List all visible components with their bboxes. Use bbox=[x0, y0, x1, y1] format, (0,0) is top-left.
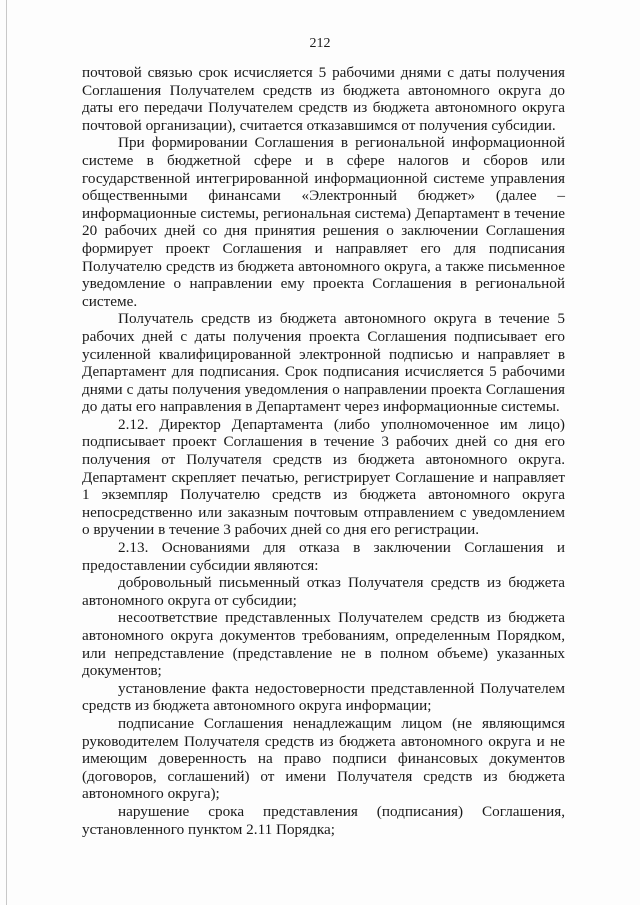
paragraph-2-12: 2.12. Директор Департамента (либо уполномоченное им лицо) подписывает проект Соглашения в течение 3 рабочих дней со дня его получения от Получателя средств из бюджета автономного округа. Департамент скрепляет печатью, регистрирует Соглашение и направляет 1 экземпляр Получателю средств из бюджета автономного округа непосредственно или заказным почтовым отправлением с уведомлением о вручении в течение 3 рабочих дней со дня его регистрации. bbox=[82, 415, 565, 539]
list-item-deadline-violation: нарушение срока представления (подписания) Соглашения, установленного пунктом 2.11 Порядка; bbox=[82, 802, 565, 838]
list-item-voluntary-refusal: добровольный письменный отказ Получателя средств из бюджета автономного округа от субсидии; bbox=[82, 574, 565, 609]
list-item-document-mismatch: несоответствие представленных Получателем средств из бюджета автономного округа документов требованиям, определенным Порядком, или непредставление (представление не в полном объеме) указанных документов; bbox=[82, 609, 565, 680]
list-item-false-information: установление факта недостоверности представленной Получателем средств из бюджета автономного округа информации; bbox=[82, 679, 565, 715]
list-item-improper-signatory: подписание Соглашения ненадлежащим лицом (не являющимся руководителем Получателя средств из бюджета автономного округа и не имеющим доверенность на право подписи финансовых документов (договоров, соглашений) от имени Получателя средств из бюджета автономного округа); bbox=[82, 714, 565, 803]
paragraph-recipient-signing: Получатель средств из бюджета автономного округа в течение 5 рабочих дней с даты получения проекта Соглашения подписывает его усиленной квалифицированной электронной подписью и направляет в Департамент для подписания. Срок подписания исчисляется 5 рабочими днями с даты получения уведомления о направлении проекта Соглашения до даты его направления в Департамент через информационные системы. bbox=[82, 310, 565, 416]
paragraph-continuation: почтовой связью срок исчисляется 5 рабочими днями с даты получения Соглашения Получателем средств из бюджета автономного округа до даты его передачи Получателем средств из бюджета автономного округа почтовой организации), считается отказавшимся от получения субсидии. bbox=[82, 64, 565, 134]
page-number: 212 bbox=[309, 36, 331, 51]
paragraph-agreement-formation: При формировании Соглашения в региональной информационной системе в бюджетной сфере и в сфере налогов и сборов или государственной интегрированной информационной системе управления общественными финансами «Электронный бюджет» (далее – информационные системы, региональная система) Департамент в течение 20 рабочих дней со дня принятия решения о заключении Соглашения формирует проект Соглашения и направляет его для подписания Получателю средств из бюджета автономного округа, а также письменное уведомление о направлении ему проекта Соглашения в региональной системе. bbox=[82, 134, 565, 310]
paragraph-2-13: 2.13. Основаниями для отказа в заключении Соглашения и предоставлении субсидии являются: bbox=[82, 539, 565, 574]
page-edge bbox=[6, 0, 7, 905]
document-body bbox=[82, 64, 565, 838]
